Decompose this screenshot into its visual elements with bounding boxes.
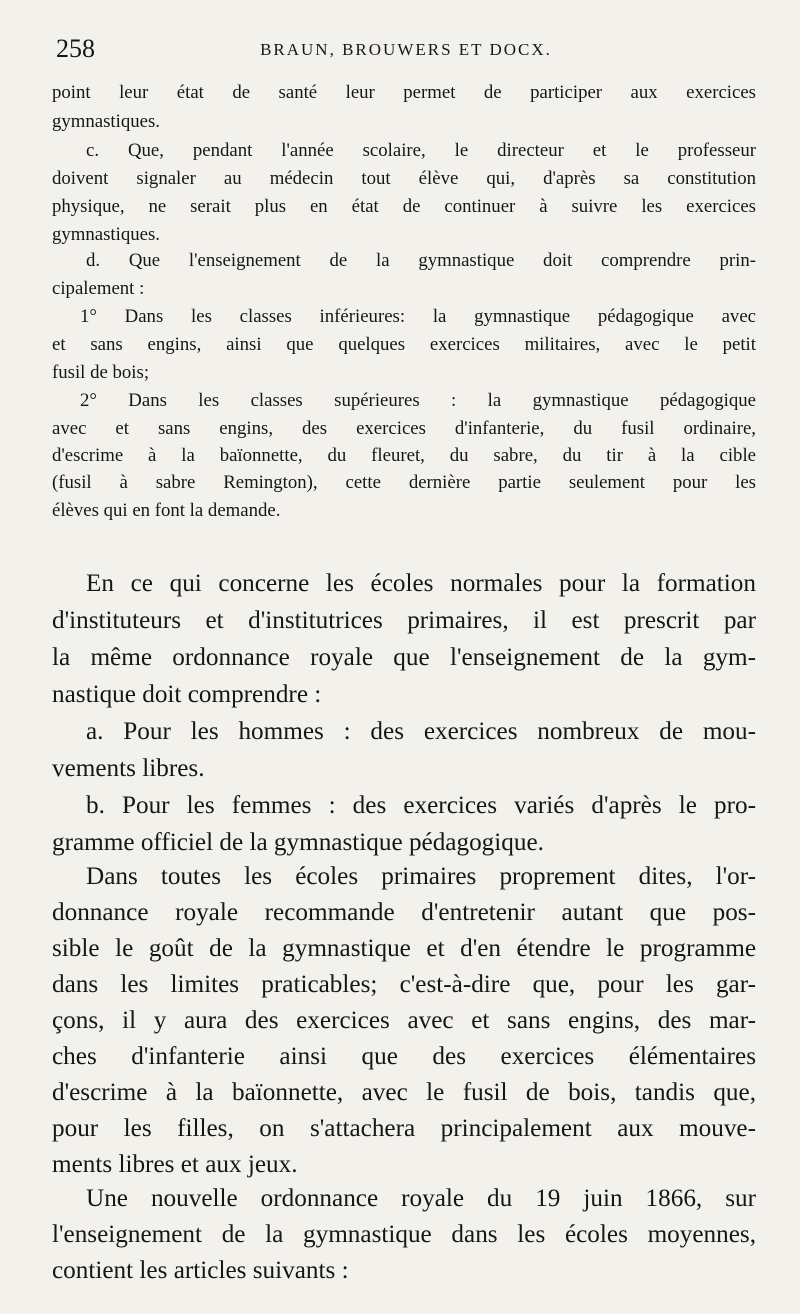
- running-header: [56, 34, 756, 68]
- text-line: élèves qui en font la demande.: [52, 500, 281, 521]
- text-line: d'escrime à la baïonnette, avec le fusil de bois, tandis que,: [52, 1079, 756, 1106]
- text-line: physique, ne serait plus en état de continuer à suivre les exercices: [52, 196, 756, 217]
- text-line: ments libres et aux jeux.: [52, 1151, 298, 1178]
- text-line: gymnastiques.: [52, 111, 160, 132]
- text-line: cipalement :: [52, 278, 145, 299]
- text-line: sible le goût de la gymnastique et d'en étendre le programme: [52, 935, 756, 962]
- text-line: l'enseignement de la gymnastique dans les écoles moyennes,: [52, 1221, 756, 1248]
- text-line: gramme officiel de la gymnastique pédagogique.: [52, 829, 544, 856]
- text-line: avec et sans engins, des exercices d'infanterie, du fusil ordinaire,: [52, 418, 756, 439]
- text-line: et sans engins, ainsi que quelques exercices militaires, avec le petit: [52, 334, 756, 355]
- text-line: Une nouvelle ordonnance royale du 19 juin 1866, sur: [86, 1185, 756, 1212]
- text-line: d. Que l'enseignement de la gymnastique doit comprendre prin-: [86, 250, 756, 271]
- text-line: c. Que, pendant l'année scolaire, le directeur et le professeur: [86, 140, 756, 161]
- text-line: d'escrime à la baïonnette, du fleuret, du sabre, du tir à la cible: [52, 445, 756, 466]
- text-line: d'instituteurs et d'institutrices primaires, il est prescrit par: [52, 607, 756, 634]
- text-line: 2° Dans les classes supérieures : la gymnastique pédagogique: [80, 390, 756, 411]
- text-line: b. Pour les femmes : des exercices variés d'après le pro-: [86, 792, 756, 819]
- text-line: doivent signaler au médecin tout élève qui, d'après sa constitution: [52, 168, 756, 189]
- text-line: nastique doit comprendre :: [52, 681, 322, 708]
- text-line: la même ordonnance royale que l'enseignement de la gym-: [52, 644, 756, 671]
- text-line: dans les limites praticables; c'est-à-dire que, pour les gar-: [52, 971, 756, 998]
- text-line: gymnastiques.: [52, 224, 160, 245]
- running-title: BRAUN, BROUWERS ET DOCX.: [260, 40, 552, 59]
- text-line: (fusil à sabre Remington), cette dernière partie seulement pour les: [52, 472, 756, 493]
- text-line: point leur état de santé leur permet de participer aux exercices: [52, 82, 756, 103]
- text-line: En ce qui concerne les écoles normales pour la formation: [86, 570, 756, 597]
- text-line: Dans toutes les écoles primaires proprement dites, l'or-: [86, 863, 756, 890]
- page-number: 258: [56, 34, 95, 63]
- text-line: contient les articles suivants :: [52, 1257, 349, 1284]
- text-line: vements libres.: [52, 755, 205, 782]
- text-line: 1° Dans les classes inférieures: la gymnastique pédagogique avec: [80, 306, 756, 327]
- text-line: ches d'infanterie ainsi que des exercices élémentaires: [52, 1043, 756, 1070]
- text-line: a. Pour les hommes : des exercices nombreux de mou-: [86, 718, 756, 745]
- text-line: çons, il y aura des exercices avec et sans engins, des mar-: [52, 1007, 756, 1034]
- text-line: donnance royale recommande d'entretenir autant que pos-: [52, 899, 756, 926]
- text-line: fusil de bois;: [52, 362, 150, 383]
- text-line: pour les filles, on s'attachera principalement aux mouve-: [52, 1115, 756, 1142]
